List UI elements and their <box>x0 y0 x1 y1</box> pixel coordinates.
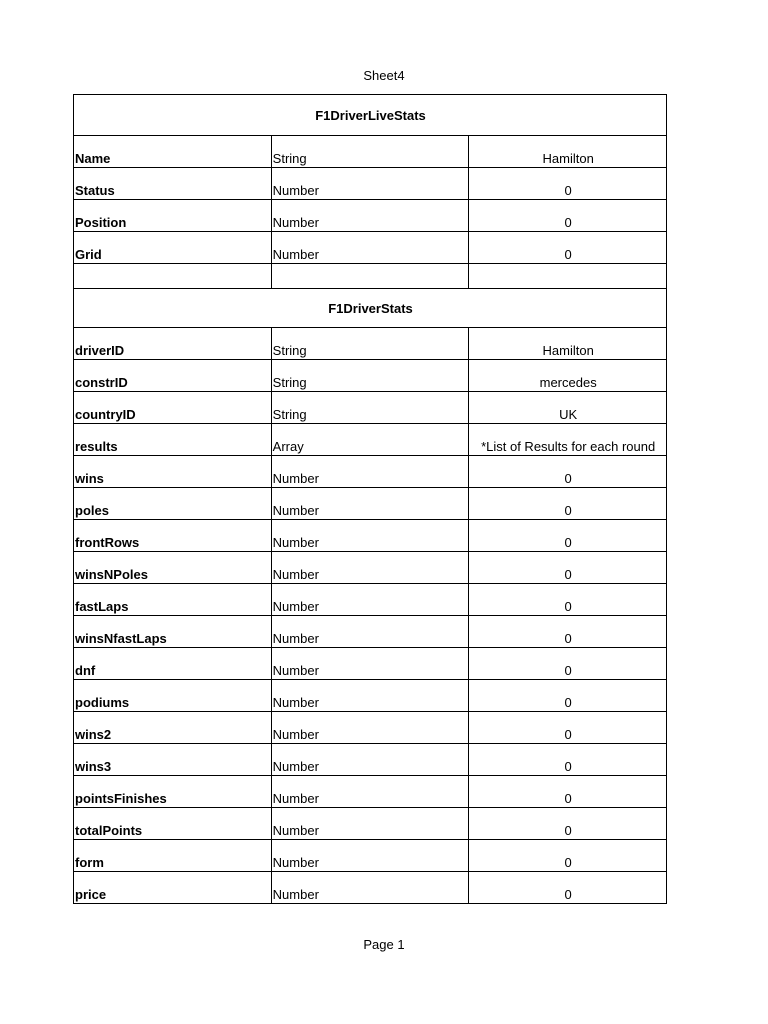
field-value-cell: 0 <box>469 648 667 680</box>
field-type-cell: Number <box>271 840 469 872</box>
field-name-cell: poles <box>74 488 272 520</box>
field-value-cell: 0 <box>469 552 667 584</box>
table-row <box>74 840 667 872</box>
field-value-cell: 0 <box>469 200 667 232</box>
field-type-cell: Number <box>271 616 469 648</box>
field-type-cell: Number <box>271 552 469 584</box>
field-name-cell: wins <box>74 456 272 488</box>
field-value-cell: 0 <box>469 488 667 520</box>
field-name-cell: driverID <box>74 328 272 360</box>
field-name-cell: winsNfastLaps <box>74 616 272 648</box>
table-row <box>74 424 667 456</box>
empty-row <box>74 264 667 289</box>
field-value-cell: Hamilton <box>469 328 667 360</box>
table-row <box>74 168 667 200</box>
field-value-cell: 0 <box>469 680 667 712</box>
table-row <box>74 680 667 712</box>
field-name-cell: wins2 <box>74 712 272 744</box>
field-name-cell: Name <box>74 136 272 168</box>
field-type-cell: String <box>271 136 469 168</box>
field-name-cell: totalPoints <box>74 808 272 840</box>
field-value-cell: 0 <box>469 808 667 840</box>
spreadsheet-table <box>73 94 667 904</box>
section-title: F1DriverLiveStats <box>74 95 667 136</box>
field-name-cell: Position <box>74 200 272 232</box>
field-name-cell: Status <box>74 168 272 200</box>
field-value-cell: 0 <box>469 232 667 264</box>
field-value-cell: 0 <box>469 872 667 904</box>
field-name-cell: price <box>74 872 272 904</box>
field-value-cell: 0 <box>469 776 667 808</box>
field-name-cell: results <box>74 424 272 456</box>
empty-cell <box>74 264 272 289</box>
field-name-cell: wins3 <box>74 744 272 776</box>
field-type-cell: String <box>271 392 469 424</box>
section-title-row <box>74 95 667 136</box>
field-type-cell: Number <box>271 680 469 712</box>
field-name-cell: Grid <box>74 232 272 264</box>
field-type-cell: Number <box>271 712 469 744</box>
field-value-cell: *List of Results for each round <box>469 424 667 456</box>
table-row <box>74 648 667 680</box>
field-name-cell: podiums <box>74 680 272 712</box>
field-name-cell: countryID <box>74 392 272 424</box>
table-row <box>74 200 667 232</box>
field-value-cell: 0 <box>469 456 667 488</box>
table-row <box>74 360 667 392</box>
field-name-cell: frontRows <box>74 520 272 552</box>
field-name-cell: pointsFinishes <box>74 776 272 808</box>
page-footer: Page 1 <box>363 937 405 952</box>
field-type-cell: Number <box>271 520 469 552</box>
field-type-cell: Number <box>271 456 469 488</box>
field-type-cell: Number <box>271 744 469 776</box>
field-value-cell: Hamilton <box>469 136 667 168</box>
table-row <box>74 552 667 584</box>
table-row <box>74 872 667 904</box>
empty-cell <box>271 264 469 289</box>
field-value-cell: 0 <box>469 744 667 776</box>
spreadsheet-body <box>74 95 667 904</box>
table-row <box>74 520 667 552</box>
field-name-cell: form <box>74 840 272 872</box>
table-row <box>74 488 667 520</box>
table-row <box>74 744 667 776</box>
field-type-cell: Number <box>271 584 469 616</box>
field-type-cell: Number <box>271 872 469 904</box>
empty-cell <box>469 264 667 289</box>
field-value-cell: 0 <box>469 840 667 872</box>
table-row <box>74 136 667 168</box>
table-row <box>74 584 667 616</box>
field-name-cell: fastLaps <box>74 584 272 616</box>
table-row <box>74 456 667 488</box>
field-type-cell: Number <box>271 488 469 520</box>
table-row <box>74 328 667 360</box>
section-title: F1DriverStats <box>74 289 667 328</box>
field-type-cell: Number <box>271 232 469 264</box>
field-value-cell: UK <box>469 392 667 424</box>
field-value-cell: mercedes <box>469 360 667 392</box>
page-header: Sheet4 <box>363 68 405 83</box>
field-type-cell: Number <box>271 648 469 680</box>
table-row <box>74 776 667 808</box>
section-title-row <box>74 289 667 328</box>
table-row <box>74 808 667 840</box>
field-type-cell: Number <box>271 168 469 200</box>
field-type-cell: Number <box>271 808 469 840</box>
table-row <box>74 616 667 648</box>
field-value-cell: 0 <box>469 520 667 552</box>
field-type-cell: String <box>271 328 469 360</box>
field-value-cell: 0 <box>469 616 667 648</box>
field-type-cell: Array <box>271 424 469 456</box>
field-type-cell: Number <box>271 200 469 232</box>
field-type-cell: String <box>271 360 469 392</box>
field-type-cell: Number <box>271 776 469 808</box>
field-name-cell: dnf <box>74 648 272 680</box>
field-name-cell: constrID <box>74 360 272 392</box>
field-value-cell: 0 <box>469 712 667 744</box>
table-row <box>74 712 667 744</box>
table-row <box>74 232 667 264</box>
field-value-cell: 0 <box>469 584 667 616</box>
table-row <box>74 392 667 424</box>
field-name-cell: winsNPoles <box>74 552 272 584</box>
field-value-cell: 0 <box>469 168 667 200</box>
